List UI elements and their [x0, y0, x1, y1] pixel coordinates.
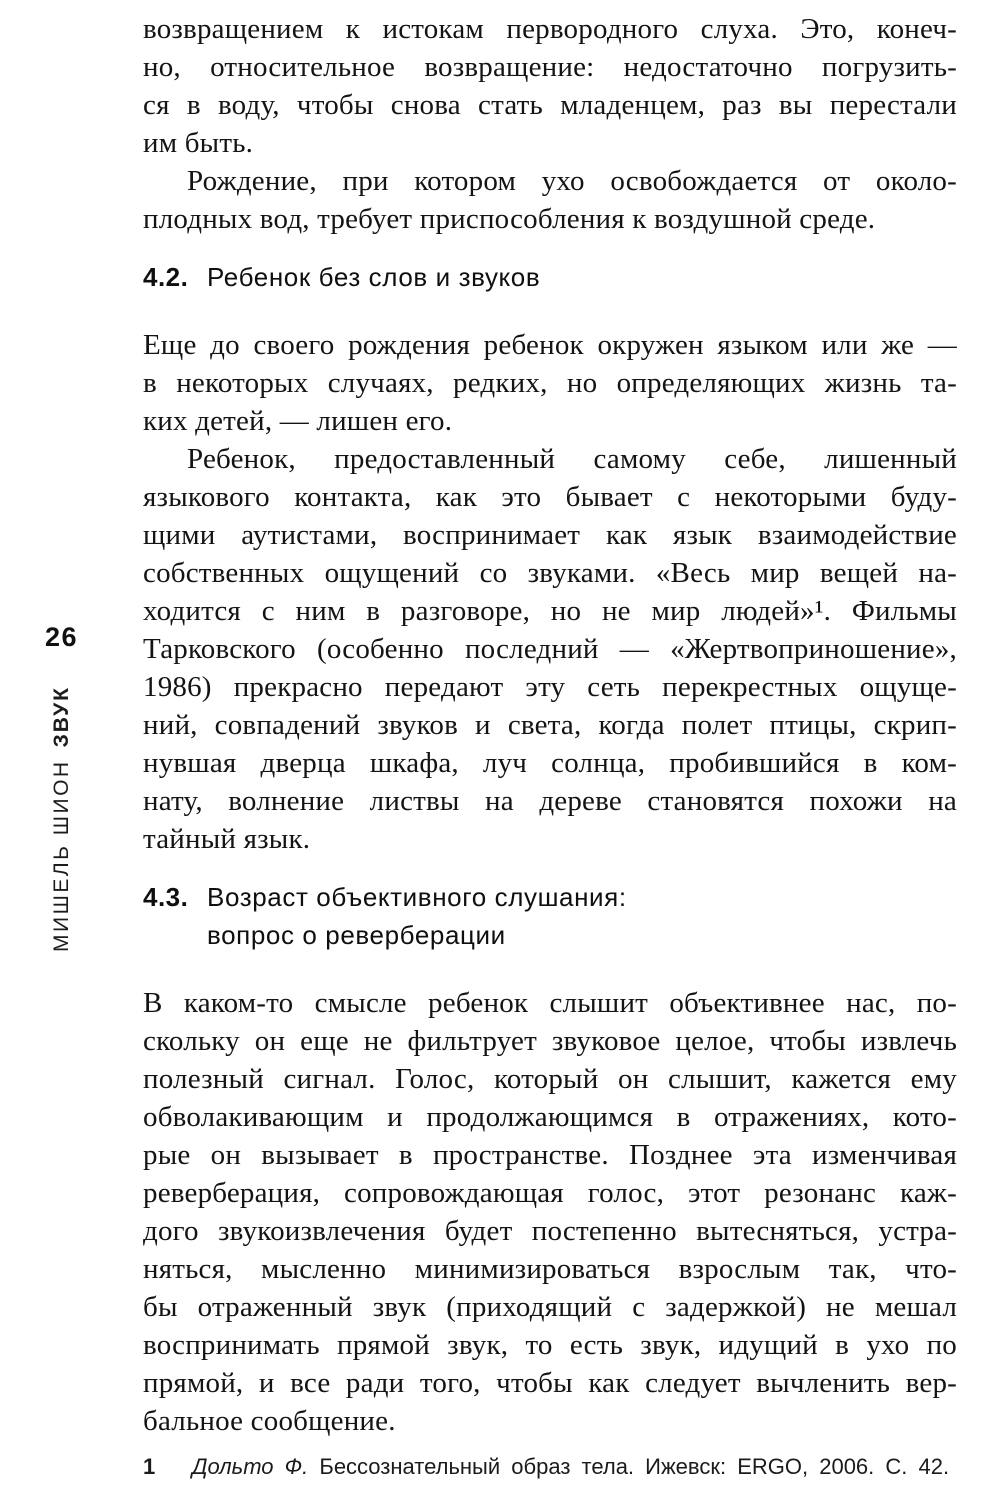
page-number: 26 [45, 622, 79, 652]
text-line: ких детей, — лишен его. [143, 405, 453, 437]
text-line: Еще до своего рождения ребенок окружен языком или же — [143, 329, 957, 361]
footnote-marker: 1 [143, 1454, 156, 1479]
text-line: ся в воду, чтобы снова стать младенцем, раз вы перестали [143, 89, 957, 121]
section-heading [143, 878, 957, 954]
text-line: В каком-то смысле ребенок слышит объективнее нас, по- [143, 987, 957, 1019]
spine-vertical-title [50, 686, 74, 952]
text-line: щими аутистами, воспринимает как язык взаимодействие [143, 519, 957, 551]
section-heading [143, 258, 957, 296]
text-line: 1986) прекрасно передают эту сеть перекрестных ощуще- [143, 671, 957, 703]
text-line: плодных вод, требует приспособления к воздушной среде. [143, 203, 876, 235]
footnote-body [192, 1452, 949, 1482]
text-line: прямой, и все ради того, чтобы как следует вычленить вер- [143, 1367, 957, 1399]
text-line: полезный сигнал. Голос, который он слышит, кажется ему [143, 1063, 957, 1095]
text-line: няться, мысленно минимизироваться взрослым так, что- [143, 1253, 957, 1285]
paragraph [143, 984, 957, 1440]
text-line: дого звукоизвлечения будет постепенно вытесняться, устра- [143, 1215, 957, 1247]
heading-line: вопрос о реверберации [207, 920, 506, 950]
section-number: 4.3. [143, 882, 189, 912]
text-column [143, 10, 957, 1440]
text-line: Тарковского (особенно последний — «Жертвоприношение», [143, 633, 957, 665]
paragraph [143, 326, 957, 440]
paragraph [143, 162, 957, 238]
text-line: ходится с ним в разговоре, но не мир людей»¹. Фильмы [143, 595, 957, 627]
text-line: собственных ощущений со звуками. «Весь мир вещей на- [143, 557, 957, 589]
paragraph [143, 10, 957, 162]
heading-line: Ребенок без слов и звуков [207, 262, 541, 292]
text-line: нувшая дверца шкафа, луч солнца, пробившийся в ком- [143, 747, 957, 779]
text-line: им быть. [143, 127, 254, 159]
text-line: но, относительное возвращение: недостаточно погрузить- [143, 51, 957, 83]
text-line: Рождение, при котором ухо освобождается от около- [187, 165, 957, 197]
text-line: возвращением к истокам первородного слуха. Это, конеч- [143, 13, 957, 45]
text-line: обволакивающим и продолжающимся в отражениях, кото- [143, 1101, 957, 1133]
section-title [207, 258, 957, 296]
section-number: 4.2. [143, 262, 189, 292]
text-line: языкового контакта, как это бывает с некоторыми буду- [143, 481, 957, 513]
text-line: воспринимать прямой звук, то есть звук, идущий в ухо по [143, 1329, 957, 1361]
text-line: Ребенок, предоставленный самому себе, лишенный [187, 443, 957, 475]
text-line: бальное сообщение. [143, 1405, 396, 1437]
text-line: рые он вызывает в пространстве. Позднее эта изменчивая [143, 1139, 957, 1171]
footnote-author: Дольто Ф. [192, 1454, 309, 1479]
paragraph [143, 440, 957, 858]
text-line: бы отраженный звук (приходящий с задержкой) не мешал [143, 1291, 957, 1323]
text-line: скольку он еще не фильтрует звуковое целое, чтобы извлечь [143, 1025, 957, 1057]
text-line: реверберация, сопровождающая голос, этот резонанс каж- [143, 1177, 957, 1209]
heading-line: Возраст объективного слушания: [207, 882, 627, 912]
book-author: МИШЕЛЬ ШИОН [50, 759, 73, 952]
footnote [143, 1452, 957, 1482]
book-title: ЗВУК [50, 686, 73, 748]
section-title [207, 878, 957, 954]
footnote-text: Бессознательный образ тела. Ижевск: ERGO, 2006. С. 42. [319, 1454, 950, 1479]
text-line: ний, совпадений звуков и света, когда полет птицы, скрип- [143, 709, 957, 741]
text-line: тайный язык. [143, 823, 311, 855]
text-line: в некоторых случаях, редких, но определяющих жизнь та- [143, 367, 957, 399]
text-line: нату, волнение листвы на дереве становятся похожи на [143, 785, 957, 817]
